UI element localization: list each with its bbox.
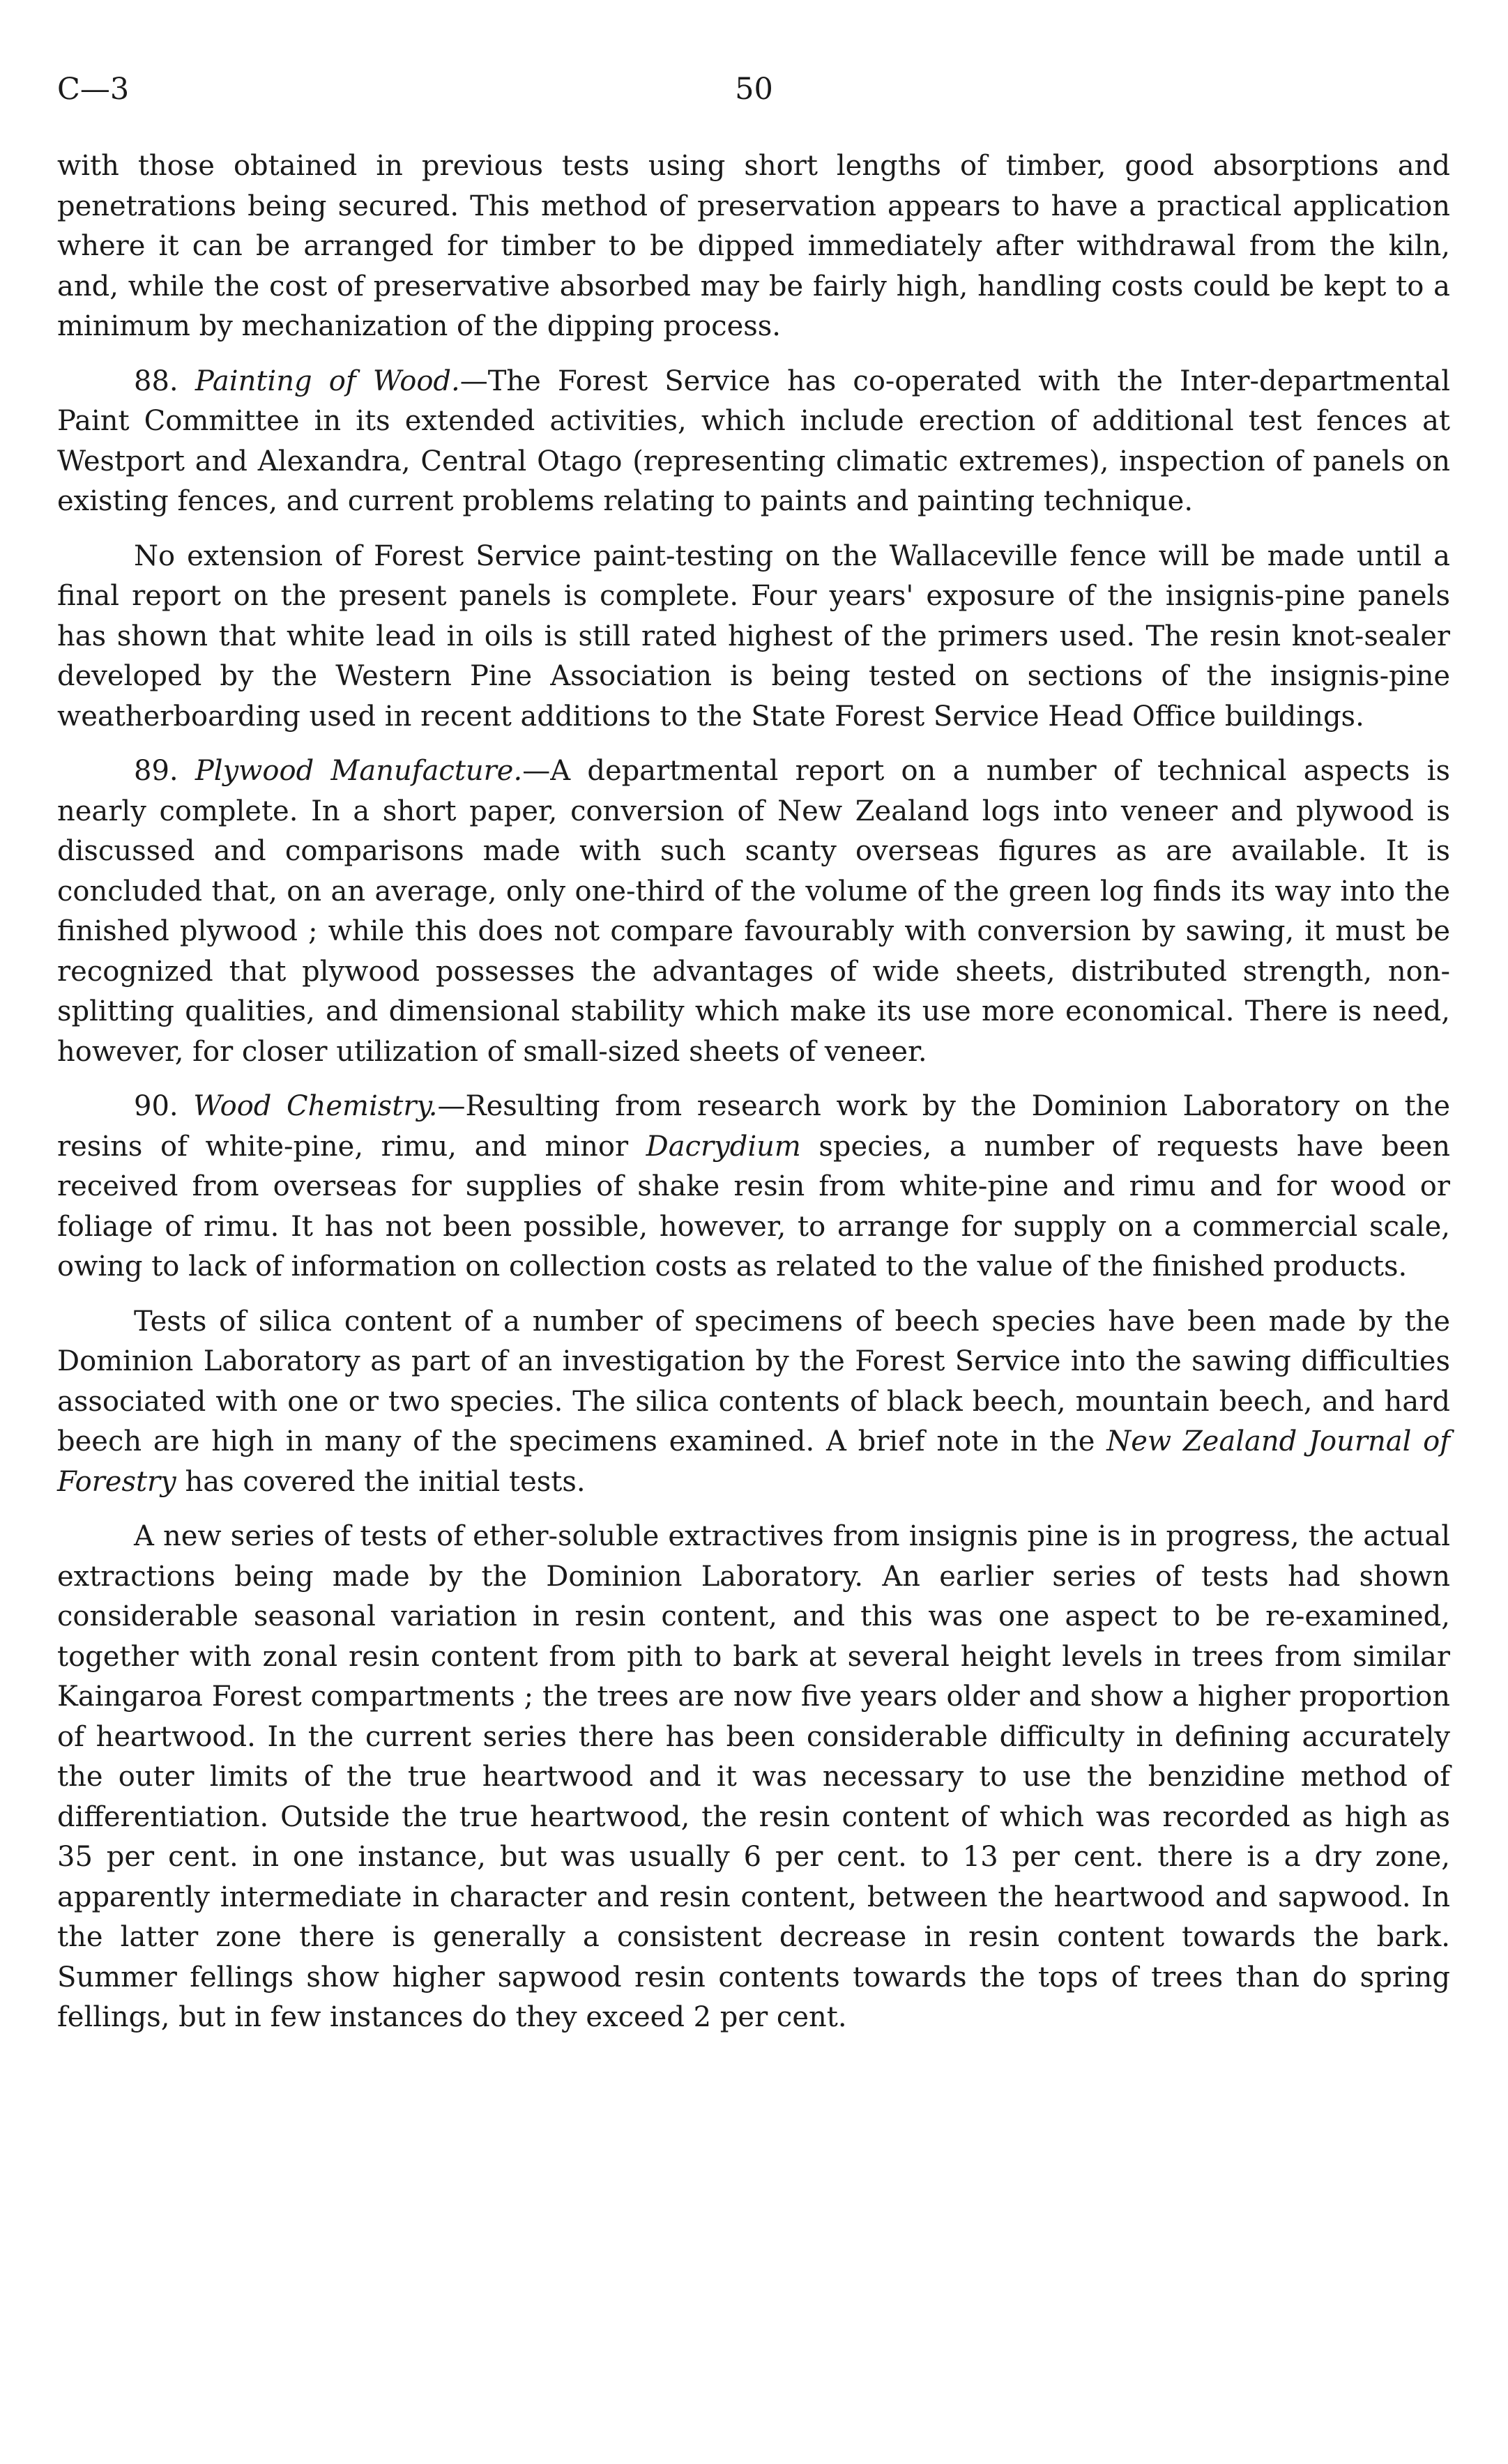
section-number: 90.: [134, 1090, 194, 1122]
paragraph-text: species, a number of requests have been received from overseas for supplies of shake resin from white-pine and rimu and for wood or foliage of rimu. It has not been possible, however, to arrange for supply on a commercial scale, owing to lack of information on collection costs as related to the value of the finished products.: [57, 1130, 1451, 1283]
paragraph-text: Tests of silica content of a number of specimens of beech species have been made by the Dominion Laboratory as part of an investigation by the Forest Service into the sawing difficulties associated with one or two species. The silica contents of black beech, mountain beech, and hard beech are high in many of the specimens examined. A brief note in the: [57, 1305, 1450, 1457]
paragraph-text: with those obtained in previous tests using short lengths of timber, good absorptions and penetrations being secured. This method of preservation appears to have a practical application where it can be arranged for timber to be dipped immediately after withdrawal from the kiln, and, while the cost of preservative absorbed may be fairly high, handling costs could be kept to a minimum by mechanization of the dipping process.: [57, 150, 1450, 342]
paragraph-text: —A departmental report on a number of technical aspects is nearly complete. In a short paper, conversion of New Zealand logs into veneer and plywood is discussed and comparisons made with such scanty overseas figures as are available. It is concluded that, on an average, only one-third of the volume of the green log finds its way into the finished plywood ; while this does not compare favourably with conversion by sawing, it must be recognized that plywood possesses the advantages of wide sheets, distributed strength, non-splitting qualities, and dimensional stability which make its use more economical. There is need, however, for closer utilization of small-sized sheets of veneer.: [57, 755, 1450, 1068]
section-89-plywood-manufacture: [57, 751, 1450, 1072]
body-text: [57, 146, 1450, 2053]
paragraph-text: —Resulting from research work by the Dominion Laboratory on the resins of white-pine, rimu, and minor: [57, 1090, 1451, 1163]
section-88-painting-of-wood: [57, 362, 1450, 522]
section-number: 88.: [134, 365, 195, 397]
paragraph-text: —The Forest Service has co-operated with the Inter-departmental Paint Committee in its extended activities, which include erection of additional test fences at Westport and Alexandra, Central Otago (representing climatic extremes), inspection of panels on existing fences, and current problems relating to paints and painting technique.: [57, 365, 1451, 517]
paragraph-text: No extension of Forest Service paint-testing on the Wallaceville fence will be made until a final report on the present panels is complete. Four years' exposure of the insignis-pine panels has shown that white lead in oils is still rated highest of the primers used. The resin knot-sealer developed by the Western Pine Association is being tested on sections of the insignis-pine weatherboarding used in recent additions to the State Forest Service Head Office buildings.: [57, 540, 1450, 733]
running-header: [57, 68, 1451, 110]
italic-journal-title: New Zealand Journal of Forestry: [57, 1425, 1451, 1498]
italic-species-name: Dacrydium: [646, 1130, 801, 1163]
paragraph-paint-testing: [57, 537, 1450, 737]
page-number: 50: [735, 72, 773, 107]
section-90-wood-chemistry: [57, 1087, 1450, 1287]
section-number: 89.: [134, 755, 195, 787]
section-heading: Plywood Manufacture.: [195, 755, 523, 787]
section-heading: Painting of Wood.: [195, 365, 460, 397]
paragraph-ether-soluble-extractives: [57, 1517, 1450, 2038]
paragraph-silica-content: [57, 1302, 1450, 1503]
section-heading: Wood Chemistry.: [193, 1090, 438, 1122]
document-code: C—3: [57, 72, 130, 107]
paragraph-text: has covered the initial tests.: [176, 1465, 586, 1498]
paragraph-text: A new series of tests of ether-soluble extractives from insignis pine is in progress, the actual extractions being made by the Dominion Laboratory. An earlier series of tests had shown considerable seasonal variation in resin content, and this was one aspect to be re-examined, together with zonal resin content from pith to bark at several height levels in trees from similar Kaingaroa Forest compartments ; the trees are now five years older and show a higher proportion of heartwood. In the current series there has been considerable difficulty in defining accurately the outer limits of the true heartwood and it was necessary to use the benzidine method of differentiation. Outside the true heartwood, the resin content of which was recorded as high as 35 per cent. in one instance, but was usually 6 per cent. to 13 per cent. there is a dry zone, apparently intermediate in character and resin content, between the heartwood and sapwood. In the latter zone there is generally a consistent decrease in resin content towards the bark. Summer fellings show higher sapwood resin contents towards the tops of trees than do spring fellings, but in few instances do they exceed 2 per cent.: [57, 1520, 1450, 2033]
paragraph-continuation-dipping: [57, 146, 1450, 347]
